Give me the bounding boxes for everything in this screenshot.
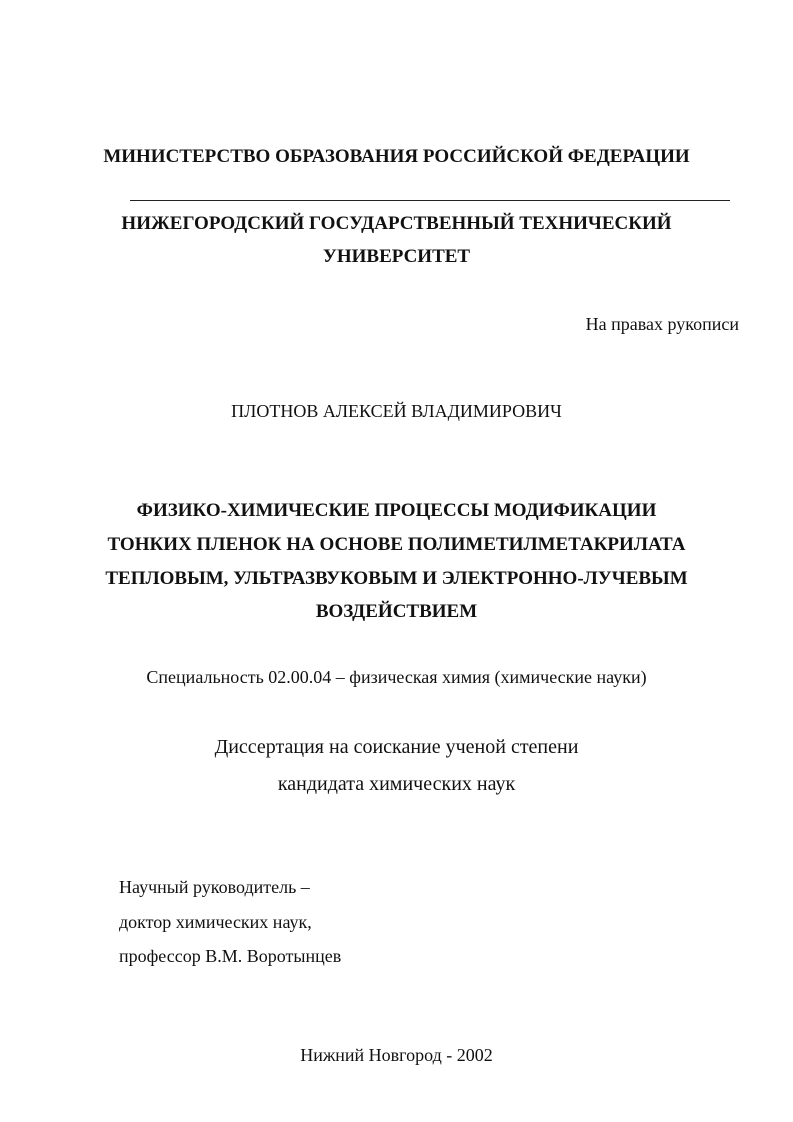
supervisor-line-1: Научный руководитель – [119, 877, 310, 897]
degree-line-2: кандидата химических наук [277, 773, 516, 795]
dissertation-title-line-3: ТЕПЛОВЫМ, УЛЬТРАЗВУКОВЫМ И ЭЛЕКТРОННО-ЛУЧЕВЫМ [105, 568, 688, 589]
supervisor-line-3: профессор В.М. Воротынцев [119, 946, 342, 966]
dissertation-title-line-2: ТОНКИХ ПЛЕНОК НА ОСНОВЕ ПОЛИМЕТИЛМЕТАКРИЛАТА [107, 534, 686, 555]
dissertation-title-line-1: ФИЗИКО-ХИМИЧЕСКИЕ ПРОЦЕССЫ МОДИФИКАЦИИ [136, 500, 657, 521]
university-name-line-1: НИЖЕГОРОДСКИЙ ГОСУДАРСТВЕННЫЙ ТЕХНИЧЕСКИЙ [121, 213, 672, 234]
supervisor-line-2: доктор химических наук, [119, 912, 312, 932]
author-name: ПЛОТНОВ АЛЕКСЕЙ ВЛАДИМИРОВИЧ [231, 401, 562, 421]
university-name-line-2: УНИВЕРСИТЕТ [322, 246, 471, 267]
dissertation-title-line-4: ВОЗДЕЙСТВИЕМ [315, 601, 478, 622]
header-divider [130, 200, 730, 201]
ministry-heading: МИНИСТЕРСТВО ОБРАЗОВАНИЯ РОССИЙСКОЙ ФЕДЕРАЦИИ [103, 146, 690, 167]
manuscript-rights-note: На правах рукописи [585, 314, 739, 334]
degree-line-1: Диссертация на соискание ученой степени [214, 736, 579, 758]
specialty-line: Специальность 02.00.04 – физическая химия (химические науки) [146, 667, 647, 687]
city-year: Нижний Новгород - 2002 [300, 1045, 493, 1065]
